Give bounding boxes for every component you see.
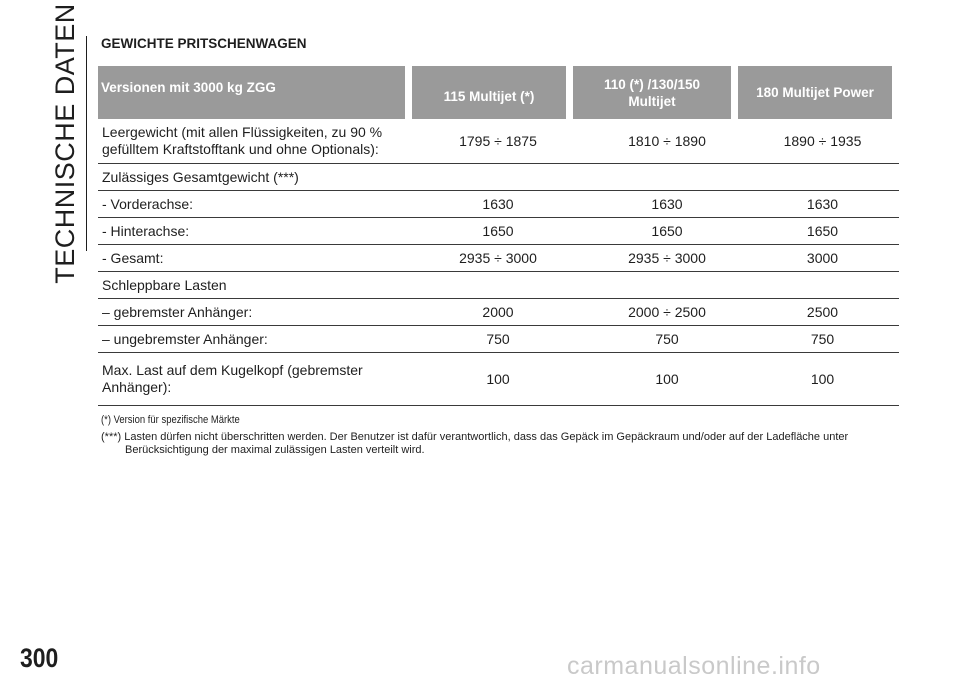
row-label: - Gesamt:	[102, 249, 164, 266]
table-row	[98, 218, 899, 245]
footnotes	[101, 414, 901, 461]
page-number: 300	[20, 643, 59, 673]
sidebar-section-text: TECHNISCHE DATEN	[49, 3, 80, 284]
row-label: - Vorderachse:	[102, 195, 194, 212]
cell-value: 2500	[806, 303, 839, 320]
cell-value: 1630	[482, 195, 514, 212]
cell-value: 1630	[806, 195, 839, 212]
cell-value: 3000	[806, 249, 839, 266]
weights-table	[98, 119, 899, 406]
cell-value: 750	[486, 330, 510, 347]
row-label: Zulässiges Gesamtgewicht (***)	[102, 168, 299, 185]
cell-value: 1810 ÷ 1890	[628, 132, 706, 149]
cell-value: 750	[810, 330, 835, 347]
cell-value: 2000	[482, 303, 514, 320]
row-label: Leergewicht (mit allen Flüssigkeiten, zu 90 % gefülltem Kraftstofftank und ohne Optionals):	[102, 124, 383, 157]
cell-value: 2935 ÷ 3000	[459, 249, 537, 266]
table-row	[98, 299, 899, 326]
table-row	[98, 164, 899, 191]
cell-value: 1650	[806, 222, 839, 239]
table-row	[98, 353, 899, 406]
cell-value: 1650	[651, 222, 683, 239]
sidebar-section-label	[42, 3, 88, 284]
cell-value: 1890 ÷ 1935	[783, 132, 862, 149]
cell-value: 1795 ÷ 1875	[459, 132, 537, 149]
cell-value: 750	[655, 330, 679, 347]
cell-value: 100	[486, 370, 510, 387]
header-versions: Versionen mit 3000 kg ZGG	[98, 66, 405, 119]
row-label: Schleppbare Lasten	[102, 276, 227, 293]
cell-value: 100	[810, 370, 835, 387]
sidebar-divider	[86, 36, 87, 251]
row-label: – ungebremster Anhänger:	[102, 330, 268, 347]
table-row	[98, 326, 899, 353]
table-row	[98, 119, 899, 164]
table-row	[98, 191, 899, 218]
header-115-multijet: 115 Multijet (*)	[412, 66, 566, 119]
row-label: – gebremster Anhänger:	[102, 303, 253, 320]
row-label: Max. Last auf dem Kugelkopf (gebremster Anhänger):	[102, 362, 363, 395]
footnote-loads: (***) Lasten dürfen nicht überschritten werden. Der Benutzer ist dafür verantwortlich, dass das Gepäck im Gepäckraum und/oder auf der Ladefläche unter Berücksichtigung der maximal zulässigen Lasten verteilt wird.	[101, 431, 849, 456]
cell-value: 1630	[651, 195, 683, 212]
watermark: carmanualsonline.info	[567, 652, 821, 680]
header-180-multijet-power: 180 Multijet Power	[738, 66, 892, 119]
cell-value: 1650	[482, 222, 514, 239]
header-110-130-150-multijet: 110 (*) /130/150 Multijet	[573, 66, 731, 119]
cell-value: 2000 ÷ 2500	[628, 303, 706, 320]
footnote-version: (*) Version für spezifische Märkte	[101, 414, 240, 426]
cell-value: 100	[655, 370, 679, 387]
table-row	[98, 272, 899, 299]
cell-value: 2935 ÷ 3000	[628, 249, 706, 266]
row-label: - Hinterachse:	[102, 222, 190, 239]
section-title: GEWICHTE PRITSCHENWAGEN	[101, 36, 307, 51]
table-row	[98, 245, 899, 272]
table-header	[98, 66, 899, 119]
